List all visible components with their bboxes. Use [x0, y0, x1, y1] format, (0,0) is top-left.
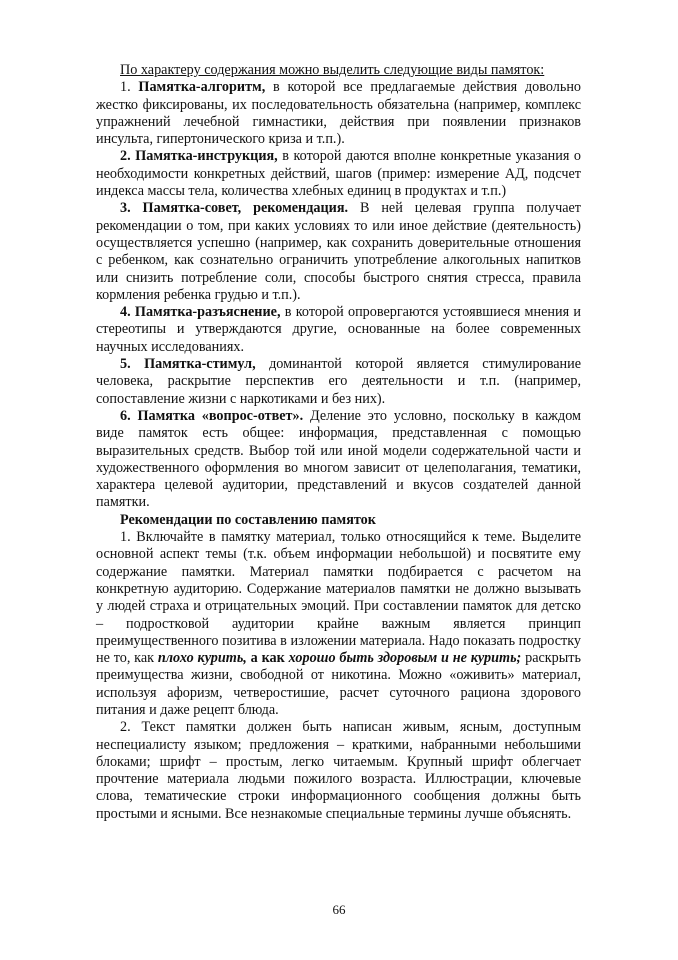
item-term: Памятка «вопрос-ответ».	[137, 407, 304, 424]
rec-text: 1. Включайте в памятку материал, только относящийся к теме. Выделите основной аспект темы (т.к. объем информации небольшой) и посвятите ему содержание памятки. Материал памятки подбирается с расчетом на конкретную аудиторию. Содержание материалов памятки не должно вызывать у людей страха и отрицательных эмоций. При составлении памяток для детско – подростковой аудитории крайне важным является принцип преимущественного позитива в изложении материала. Надо показать подростку не то, как	[96, 529, 581, 667]
memo-type-4	[96, 304, 581, 356]
rec-emphasis: плохо курить,	[157, 650, 247, 667]
document-page	[96, 62, 581, 823]
intro-line	[96, 62, 581, 79]
item-number: 2.	[120, 148, 136, 165]
memo-type-1	[96, 79, 581, 148]
item-term: Памятка-алгоритм,	[138, 79, 266, 96]
rec-emphasis: хорошо быть здоровым и не курить;	[288, 650, 522, 667]
rec-text: раскрыть преимущества жизни, свободной от никотина. Можно «оживить» материал, используя афоризм, четверостишие, расчет суточного рациона здорового питания и даже рецепт блюда.	[96, 650, 581, 718]
intro-text: По характеру содержания можно выделить следующие виды памяток:	[120, 62, 545, 78]
memo-type-3	[96, 200, 581, 304]
item-number: 5.	[120, 356, 145, 373]
item-text: В ней целевая группа получает рекомендации о том, при каких условиях то или иное действие (деятельность) осуществляется успешно (например, как сохранить доверительные отношения с ребенком, как сознательно ограничить употребление алкогольных напитков или снизить потребление соли, способы быстрого снятия стресса, правила кормления ребенка грудью и т.п.).	[96, 200, 582, 303]
item-term: Памятка-совет, рекомендация.	[142, 200, 349, 217]
item-number: 4.	[120, 304, 135, 321]
section-heading: Рекомендации по составлению памяток	[120, 511, 376, 528]
item-number: 3.	[120, 200, 143, 217]
item-text: доминантой которой является стимулирование человека, раскрытие перспектив его деятельности и т.п. (например, сопоставление жизни с наркотиками и без них).	[96, 356, 581, 407]
item-text: в которой даются вполне конкретные указания о необходимости конкретных действий, шагов (пример: измерение АД, подсчет индекса массы тела, количества хлебных единиц в продуктах и т.п.)	[96, 148, 582, 200]
rec-bold: а как	[246, 650, 289, 667]
item-term: Памятка-разъяснение,	[134, 304, 281, 321]
item-text: в которой все предлагаемые действия довольно жестко фиксированы, их последовательность обязательна (например, комплекс упражнений лечебной гимнастики, действия при появлении признаков инсульта, гипертонического криза и т.п.).	[96, 79, 582, 148]
memo-type-6	[96, 408, 581, 512]
item-text: в которой опровергаются устоявшиеся мнения и стереотипы и утверждаются другие, основанные на более современных научных исследованиях.	[96, 304, 582, 355]
item-term: Памятка-стимул,	[144, 356, 256, 373]
item-number: 6.	[120, 407, 138, 424]
page-number: 66	[332, 902, 346, 917]
memo-type-2	[96, 148, 581, 200]
item-number: 1.	[120, 79, 139, 96]
memo-type-5	[96, 356, 581, 408]
recommendation-2: 2. Текст памятки должен быть написан живым, ясным, доступным неспециалисту языком; предложения – краткими, набранными небольшими блоками; шрифт – простым, легко читаемым. Крупный шрифт облегчает прочтение материала людьми пожилого возраста. Иллюстрации, ключевые слова, тематические строки информационного сообщения должны быть простыми и ясными. Все незнакомые специальные термины лучше объяснять.	[96, 719, 581, 822]
item-text: Деление это условно, поскольку в каждом виде памяток есть общее: информация, представленная с помощью выразительных средств. Выбор той или иной модели содержательной части и художественного оформления во многом зависит от целеполагания, тематики, характера целевой аудитории, представлений и вкусов создателей данной памятки.	[96, 407, 582, 511]
recommendation-1	[96, 529, 581, 719]
item-term: Памятка-инструкция,	[135, 148, 278, 165]
